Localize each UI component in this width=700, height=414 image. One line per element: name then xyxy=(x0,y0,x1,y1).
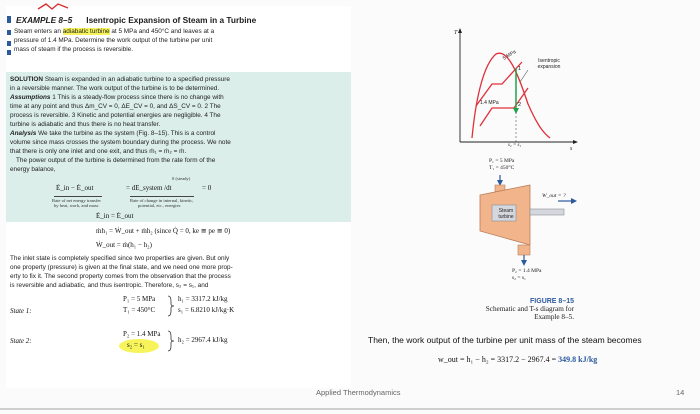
turbine-shaft xyxy=(530,209,564,215)
isentropic-expansion-label: Isentropic expansion xyxy=(537,58,561,70)
s-axis-arrow-icon xyxy=(573,140,578,144)
eq-balance-lhs: Ė_in − Ė_out xyxy=(56,184,94,192)
state-1-label: State 1: xyxy=(10,307,32,315)
solution-line-6: turbine is adiabatic and thus there is no heat transfer. xyxy=(10,121,161,128)
result-equation xyxy=(438,355,597,364)
eq-balance-rhs: = 0 xyxy=(202,184,212,192)
solution-line-7: Analysis We take the turbine as the system (Fig. 8–15). This is a control xyxy=(10,130,216,137)
t-axis-arrow-icon xyxy=(458,28,462,33)
state-2-enthalpy: h₂ = 2967.4 kJ/kg xyxy=(178,336,228,344)
state-1-marker: 1 xyxy=(518,66,522,72)
underbrace-1 xyxy=(54,196,102,197)
p-low-label: 1.4 MPa xyxy=(480,100,499,106)
turbine-label-line-1: Steam xyxy=(498,208,514,214)
turbine-outlet-pressure: P₂ = 1.4 MPa xyxy=(512,268,542,274)
state-1-pressure: P₁ = 5 MPa xyxy=(123,295,156,303)
example-title xyxy=(16,15,256,25)
problem-line-3: mass of steam if the process is reversible. xyxy=(14,46,133,53)
solution-line-8: volume since mass crosses the system boundary during the process. We note xyxy=(10,139,231,146)
brace-icon xyxy=(167,330,175,352)
solution-line-4: time at any point and thus Δm_CV = 0, ΔE_CV = 0, and ΔS_CV = 0. 2 The xyxy=(10,103,221,110)
solution-line-11: energy balance, xyxy=(10,166,56,173)
outlet-arrow-icon xyxy=(521,260,527,266)
example-label: EXAMPLE 8–5 xyxy=(16,15,73,25)
outlet-pipe xyxy=(518,245,530,255)
leader-line xyxy=(520,70,528,82)
state-2-label: State 2: xyxy=(10,337,32,345)
under-label-2b: potential, etc., energies xyxy=(138,203,181,208)
solution-line-5: process is reversible. 3 Kinetic and potential energies are negligible. 4 The xyxy=(10,112,221,119)
state-1-entropy: s₁ = 6.8210 kJ/kg·K xyxy=(178,306,235,314)
bottom-rule xyxy=(0,408,700,410)
turbine-label-line-2: turbine xyxy=(498,214,514,220)
result-equation-body: w_out = h₁ − h₂ = 3317.2 − 2967.4 = xyxy=(438,355,557,364)
solution-line-2: in a reversible manner. The work output of the turbine is to be determined. xyxy=(10,85,220,92)
state-1-enthalpy: h₁ = 3317.2 kJ/kg xyxy=(178,295,228,303)
state-1-temperature: T₁ = 450°C xyxy=(123,306,156,314)
solution-line-10: The power output of the turbine is determined from the rate form of the xyxy=(16,157,216,164)
solution-line-9: that there is only one inlet and one exit, and thus ṁ₁ = ṁ₂ = ṁ. xyxy=(10,148,187,155)
result-text: Then, the work output of the turbine per unit mass of the steam becomes xyxy=(368,335,642,345)
ts-diagram xyxy=(452,26,582,150)
turbine-inlet-pressure: P₁ = 5 MPa xyxy=(489,158,515,164)
example-name: Isentropic Expansion of Steam in a Turbine xyxy=(86,15,257,25)
red-scribble-icon xyxy=(36,2,70,12)
inlet-state-labels xyxy=(489,158,514,172)
steady-note: 0 (steady) xyxy=(172,176,191,181)
eq-in-out: Ė_in = Ė_out xyxy=(96,212,134,220)
state-2-marker: 2 xyxy=(518,102,522,108)
accent-bar xyxy=(7,30,11,35)
figure-caption xyxy=(0,298,574,321)
solution-line-1: SOLUTION Steam is expanded in an adiabatic turbine to a specified pressure xyxy=(10,76,230,83)
work-arrow-icon xyxy=(571,198,577,204)
under-label-1a: Rate of net energy transfer xyxy=(52,198,101,203)
state-2-pressure: P₂ = 1.4 MPa xyxy=(123,330,161,338)
problem-line-2: pressure of 1.4 MPa. Determine the work output of the turbine per unit xyxy=(14,37,213,44)
figure-caption-line-1: Schematic and T-s diagram for xyxy=(485,305,574,313)
t-axis-label: T xyxy=(454,30,458,36)
turbine-schematic xyxy=(470,175,580,267)
inlet-line-2: one property (pressure) is given at the final state, and we need one more prop- xyxy=(10,264,233,271)
under-label-1b: by heat, work, and mass xyxy=(54,203,99,208)
footer-course: Applied Thermodynamics xyxy=(316,388,401,397)
accent-bar xyxy=(7,50,11,55)
result-value: 349.8 kJ/kg xyxy=(558,355,598,364)
inlet-line-3: erty to fix it. The second property comes from the observation that the process xyxy=(10,273,231,280)
p-high-label: 5 MPa xyxy=(501,48,518,62)
turbine-label xyxy=(492,208,520,220)
state-2-entropy: s₂ = s₁ xyxy=(127,341,145,349)
outlet-state-labels xyxy=(512,268,541,282)
s-axis-label: s xyxy=(570,146,573,150)
inlet-line-4: is reversible and adiabatic, and thus isentropic. Therefore, s₂ = s₁, and xyxy=(10,282,209,289)
eq-work: Ẇ_out = ṁ(h₁ − h₂) xyxy=(96,241,152,249)
problem-line-1: Steam enters an adiabatic turbine at 5 MPa and 450°C and leaves at a xyxy=(14,28,215,35)
underbrace-2 xyxy=(130,196,194,197)
turbine-inlet-temperature: T₁ = 450°C xyxy=(489,165,515,171)
under-label-2a: Rate of change in internal, kinetic, xyxy=(130,198,194,203)
figure-caption-line-2: Example 8–5. xyxy=(534,313,574,321)
accent-bar xyxy=(7,41,11,46)
turbine-outlet-entropy: s₂ = s₁ xyxy=(512,275,526,281)
page-number: 14 xyxy=(676,388,685,397)
inlet-line-1: The inlet state is completely specified since two properties are given. But only xyxy=(10,255,230,262)
highlighted-term: adiabatic turbine xyxy=(62,28,110,35)
solution-line-3: Assumptions 1 This is a steady-flow process since there is no change with xyxy=(10,94,224,101)
accent-bar xyxy=(7,16,11,23)
textbook-page xyxy=(6,6,351,388)
figure-title: FIGURE 8–15 xyxy=(530,298,574,305)
s-equality-label: s₂ = s₁ xyxy=(508,143,522,148)
eq-energy: ṁh₁ = Ẇ_out + ṁh₂ (since Q̇ = 0, ke ≅ pe ≅ 0) xyxy=(96,227,231,235)
eq-balance-mid: = dE_system /dt xyxy=(126,184,172,192)
work-out-label: W_out = ? xyxy=(542,193,566,199)
